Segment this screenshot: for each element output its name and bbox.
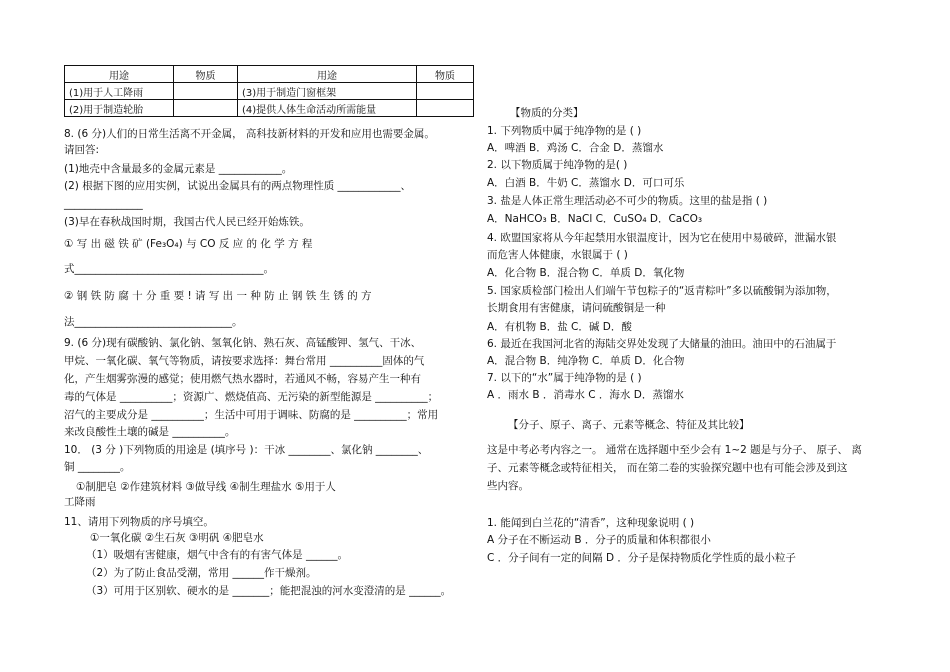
section-heading-classification: 【物质的分类】	[510, 107, 584, 119]
r-q1: 1. 下列物质中属于纯净物的是 ( )	[487, 125, 642, 137]
table-cell: (1)用于人工降雨	[65, 83, 174, 100]
q10-line1: 10． (3 分 )下列物质的用途是 (填序号 )：干冰 ________、氯化钠 ________、	[64, 444, 429, 456]
r-q5-cont: 长期食用有害健康，请问硫酸铜是一种	[487, 302, 666, 314]
table-row	[65, 83, 474, 100]
table-cell	[417, 100, 474, 117]
table-cell	[174, 83, 238, 100]
r-q7-options: A ．雨水 B ．消毒水 C ．海水 D．蒸馏水	[487, 389, 684, 401]
r-q2: 2. 以下物质属于纯净物的是( )	[487, 159, 628, 171]
q11-part3: （3）可用于区别软、硬水的是 _______；能把混浊的河水变澄清的是 ______。	[86, 585, 452, 597]
q11-part2: （2）为了防止食品受潮，常用 ______作干燥剂。	[86, 567, 317, 579]
r-q4-cont: 而危害人体健康，水银属于 ( )	[487, 249, 628, 261]
r-q3-options: A．NaHCO₃ B．NaCl C．CuSO₄ D．CaCO₃	[487, 213, 703, 225]
q11-stem: 11、请用下列物质的序号填空。	[64, 516, 214, 528]
q8-prompt: 请回答:	[64, 144, 100, 156]
q9-line2: 甲烷、一氧化碳、氧气等物质，请按要求选择：舞台常用 __________固体的气	[64, 355, 425, 367]
r-q7: 7. 以下的“水”属于纯净物的是 ( )	[487, 372, 642, 384]
q11-options: ①一氧化碳 ②生石灰 ③明矾 ④肥皂水	[90, 532, 264, 544]
table-cell: (4)提供人体生命活动所需能量	[238, 100, 417, 117]
table-header: 物质	[174, 66, 238, 83]
r-intro-line3: 些内容。	[487, 480, 529, 492]
r-p1-options-cd: C ．分子间有一定的间隔 D ．分子是保持物质化学性质的最小粒子	[487, 552, 796, 564]
table-header: 物质	[417, 66, 474, 83]
r-q1-options: A．啤酒 B．鸡汤 C．合金 D．蒸馏水	[487, 142, 664, 154]
q9-line5: 沼气的主要成分是 __________；生活中可用于调味、防腐的是 __________；常用	[64, 409, 439, 421]
r-q4-options: A．化合物 B．混合物 C．单质 D．氧化物	[487, 267, 685, 279]
uses-table	[64, 65, 474, 117]
q10-options-cont: 工降雨	[64, 496, 96, 508]
r-p1-options-ab: A 分子在不断运动 B ．分子的质量和体积都很小	[487, 534, 711, 546]
table-header: 用途	[65, 66, 174, 83]
r-q3: 3. 盐是人体正常生理活动必不可少的物质。这里的盐是指 ( )	[487, 195, 768, 207]
r-q6-options: A．混合物 B．纯净物 C．单质 D．化合物	[487, 355, 685, 367]
section-heading-particles: 【分子、原子、离子、元素等概念、特征及其比较】	[508, 419, 750, 431]
r-q4: 4. 欧盟国家将从今年起禁用水银温度计，因为它在使用中易破碎，泄漏水银	[487, 232, 837, 244]
r-q2-options: A．白酒 B．牛奶 C．蒸馏水 D．可口可乐	[487, 177, 685, 189]
table-row	[65, 100, 474, 117]
q8-part2: (2) 根据下图的应用实例，试说出金属具有的两点物理性质 ____________、	[64, 180, 412, 192]
q10-line2: 铜 ________。	[64, 461, 131, 473]
r-q6: 6. 最近在我国河北省的海陆交界处发现了大储量的油田。油田中的石油属于	[487, 338, 837, 350]
q9-line1: 9. (6 分)现有碳酸钠、氯化钠、氢氧化钠、熟石灰、高锰酸钾、氢气、干冰、	[64, 337, 422, 349]
table-header-row	[65, 66, 474, 83]
q10-options: ①制肥皂 ②作建筑材料 ③做导线 ④制生理盐水 ⑤用于人	[76, 481, 336, 493]
r-intro-line1: 这是中考必考内容之一。 通常在选择题中至少会有 1~2 题是与分子、 原子、 离	[487, 444, 862, 456]
r-p1: 1. 能闻到白兰花的“清香”，这种现象说明 ( )	[487, 517, 695, 529]
q9-line4: 毒的气体是 __________；资源广、燃烧值高、无污染的新型能源是 __________；	[64, 391, 439, 403]
q8-part3-b: ② 钢 铁 防 腐 十 分 重 要 ! 请 写 出 一 种 防 止 钢 铁 生 锈 的 方	[64, 290, 372, 302]
table-cell: (3)用于制造门窗框架	[238, 83, 417, 100]
table-cell	[174, 100, 238, 117]
table-cell	[417, 83, 474, 100]
q9-line3: 化，产生烟雾弥漫的感觉；使用燃气热水器时，若通风不畅，容易产生一种有	[64, 373, 421, 385]
r-intro-line2: 子、元素等概念或特征相关， 而在第二卷的实验探究题中也有可能会涉及到这	[487, 462, 848, 474]
q8-stem: 8. (6 分)人们的日常生活离不开金属， 高科技新材料的开发和应用也需要金属。	[64, 128, 435, 140]
q8-part1: (1)地壳中含量最多的金属元素是 ____________。	[64, 163, 293, 175]
r-q5: 5. 国家质检部门检出人们端午节包粽子的“返青粽叶”多以硫酸铜为添加物，	[487, 285, 837, 297]
q8-part3: (3)早在春秋战国时期，我国古代人民已经开始炼铁。	[64, 216, 310, 228]
q9-line6: 来改良酸性土壤的碱是 __________。	[64, 426, 236, 438]
table-header: 用途	[238, 66, 417, 83]
q8-part3-b-blank: 法______________________________。	[64, 316, 243, 328]
q8-part2-blank: _______________	[64, 198, 143, 210]
table-cell: (2)用于制造轮胎	[65, 100, 174, 117]
q8-part3-a: ① 写 出 磁 铁 矿 (Fe₃O₄) 与 CO 反 应 的 化 学 方 程	[64, 238, 313, 250]
q11-part1: （1）吸烟有害健康，烟气中含有的有害气体是 ______。	[86, 549, 349, 561]
r-q5-options: A．有机物 B．盐 C．碱 D．酸	[487, 321, 632, 333]
q8-part3-a-blank: 式____________________________________。	[64, 263, 274, 275]
